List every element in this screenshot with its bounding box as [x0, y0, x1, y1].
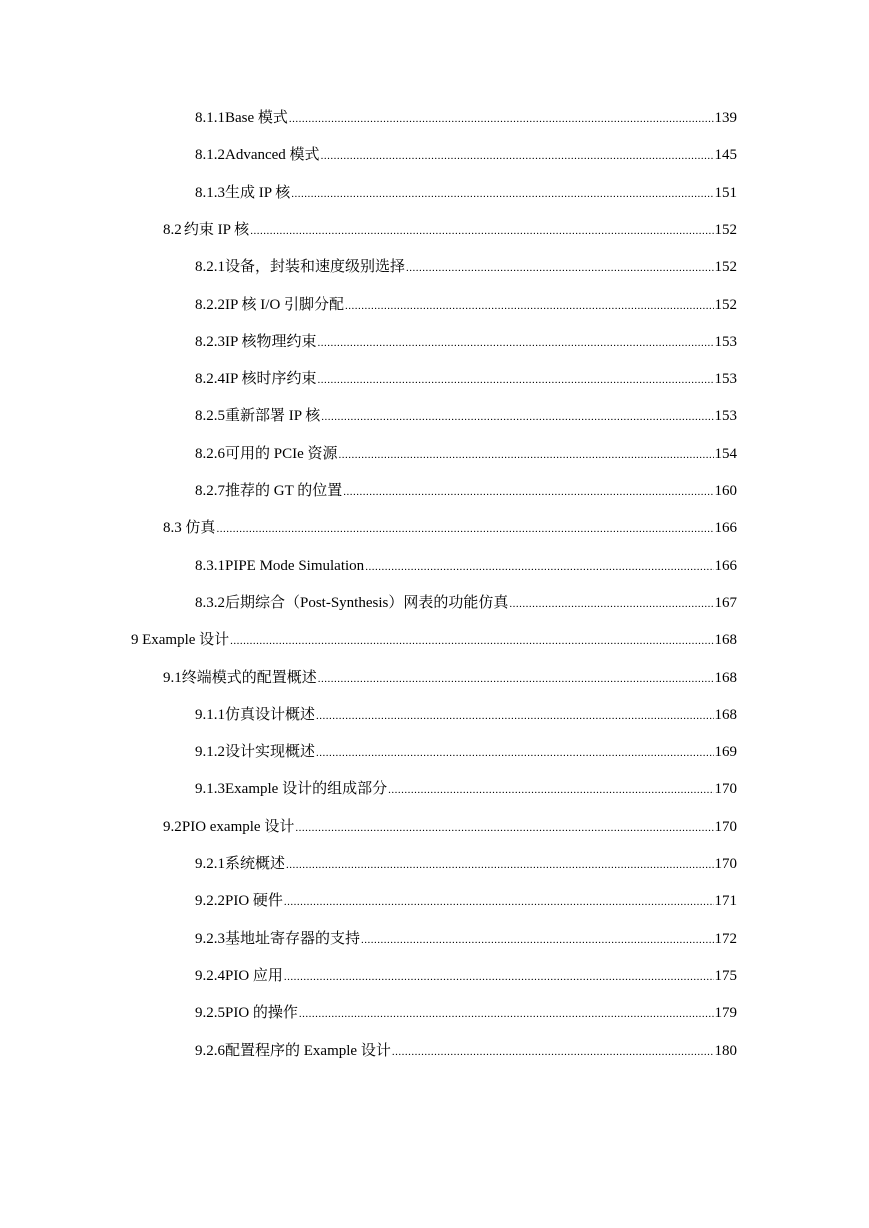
toc-entry[interactable] — [195, 1040, 737, 1062]
toc-entry-title: Example 设计的组成部分 — [225, 781, 388, 798]
toc-entry-number: 9.2.3 — [195, 930, 225, 947]
toc-entry-page: 169 — [714, 744, 737, 761]
dot-leader — [406, 257, 713, 279]
toc-entry-number: 9.2.5 — [195, 1005, 225, 1022]
toc-entry-page: 171 — [714, 893, 737, 910]
toc-entry-number: 8.2.5 — [195, 408, 225, 425]
toc-entry[interactable] — [195, 853, 737, 875]
toc-entry[interactable] — [163, 517, 737, 539]
toc-entry-number: 9 — [131, 632, 139, 649]
dot-leader — [250, 220, 713, 242]
toc-entry-number: 9.1.3 — [195, 781, 225, 798]
toc-entry-title: 仿真设计概述 — [225, 706, 316, 723]
toc-entry-page: 153 — [714, 371, 737, 388]
toc-entry-title: PIPE Mode Simulation — [225, 557, 365, 574]
toc-entry-number: 9.2.1 — [195, 856, 225, 872]
dot-leader — [284, 966, 714, 988]
toc-entry[interactable] — [195, 741, 737, 763]
toc-entry[interactable] — [195, 443, 737, 465]
toc-entry-number: 9.2 — [163, 818, 182, 835]
toc-entry[interactable] — [195, 592, 737, 614]
dot-leader — [365, 556, 713, 578]
toc-entry-number: 9.1 — [163, 669, 182, 686]
toc-entry-page: 170 — [714, 856, 737, 872]
dot-leader — [361, 929, 713, 951]
toc-entry-number: 9.1.1 — [195, 706, 225, 723]
toc-entry-title: IP 核时序约束 — [225, 371, 317, 388]
dot-leader — [289, 108, 714, 130]
toc-entry-title: 系统概述 — [225, 856, 286, 872]
toc-entry-number: 8.3.2 — [195, 594, 225, 611]
toc-entry-page: 168 — [714, 669, 737, 686]
toc-entry-number: 8.2.3 — [195, 333, 225, 350]
toc-entry-title: 设计实现概述 — [225, 744, 316, 761]
dot-leader — [509, 593, 713, 615]
toc-entry-title: Example 设计 — [142, 632, 230, 649]
dot-leader — [392, 1041, 714, 1063]
dot-leader — [291, 183, 713, 205]
toc-entry-page: 154 — [714, 445, 737, 462]
toc-entry-title: 配置程序的 Example 设计 — [225, 1042, 391, 1059]
toc-entry-number: 8.1.1 — [195, 110, 225, 126]
toc-entry-number: 9.2.4 — [195, 967, 225, 984]
toc-entry-title: 约束 IP 核 — [183, 221, 250, 238]
toc-entry-number: 8.1.3 — [195, 184, 225, 201]
toc-entry[interactable] — [195, 144, 737, 166]
toc-entry[interactable] — [195, 182, 737, 204]
toc-entry-title: Base 模式 — [225, 110, 288, 126]
toc-entry-title: 后期综合（Post-Synthesis）网表的功能仿真 — [225, 594, 509, 611]
toc-entry-number: 8.2.7 — [195, 483, 225, 499]
toc-entry-title: 可用的 PCIe 资源 — [225, 445, 338, 462]
toc-entry-page: 180 — [714, 1042, 737, 1059]
dot-leader — [343, 481, 713, 503]
toc-entry[interactable] — [195, 890, 737, 912]
toc-entry-title: 推荐的 GT 的位置 — [225, 483, 343, 499]
toc-entry-title: 设备，封装和速度级别选择 — [225, 259, 406, 276]
dot-leader — [388, 779, 713, 801]
dot-leader — [216, 518, 713, 540]
toc-entry-number: 8.1.2 — [195, 147, 225, 164]
toc-entry[interactable] — [195, 331, 737, 353]
toc-entry-page: 168 — [714, 632, 737, 649]
toc-entry-page: 167 — [714, 594, 737, 611]
toc-entry-title: Advanced 模式 — [225, 147, 320, 164]
dot-leader — [318, 668, 714, 690]
dot-leader — [316, 705, 713, 727]
toc-entry-page: 170 — [714, 781, 737, 798]
dot-leader — [345, 295, 713, 317]
toc-entry-page: 152 — [714, 221, 737, 238]
dot-leader — [284, 891, 714, 913]
toc-entry[interactable] — [195, 294, 737, 316]
toc-entry-number: 8.2.6 — [195, 445, 225, 462]
dot-leader — [321, 406, 713, 428]
toc-entry-title: PIO 硬件 — [225, 893, 283, 910]
toc-entry-page: 172 — [714, 930, 737, 947]
toc-entry-page: 168 — [714, 706, 737, 723]
toc-entry-page: 153 — [714, 333, 737, 350]
toc-entry[interactable] — [163, 667, 737, 689]
toc-entry-title: PIO example 设计 — [181, 818, 295, 835]
toc-entry-title: PIO 的操作 — [225, 1005, 298, 1022]
toc-entry[interactable] — [195, 480, 737, 502]
toc-entry-number: 8.2.1 — [195, 259, 225, 276]
toc-entry[interactable] — [195, 1002, 737, 1024]
dot-leader — [295, 817, 713, 839]
toc-entry-title: 重新部署 IP 核 — [225, 408, 321, 425]
toc-entry-number: 8.2 — [163, 221, 182, 238]
toc-entry-page: 160 — [714, 483, 737, 499]
toc-entry-page: 175 — [714, 967, 737, 984]
toc-entry-title: 仿真 — [185, 520, 216, 537]
dot-leader — [286, 854, 713, 876]
toc-entry-number: 8.2.2 — [195, 296, 225, 313]
toc-entry-title: IP 核 I/O 引脚分配 — [225, 296, 345, 313]
toc-entry-title: PIO 应用 — [225, 967, 283, 984]
toc-entry[interactable] — [195, 107, 737, 129]
toc-entry[interactable] — [195, 256, 737, 278]
toc-entry-number: 9.2.6 — [195, 1042, 225, 1059]
toc-entry[interactable] — [195, 965, 737, 987]
toc-entry-number: 8.3 — [163, 520, 182, 537]
dot-leader — [299, 1003, 714, 1025]
toc-entry-page: 151 — [714, 184, 737, 201]
dot-leader — [339, 444, 714, 466]
toc-entry[interactable] — [195, 555, 737, 577]
toc-entry-page: 166 — [714, 520, 737, 537]
toc-entry[interactable] — [195, 368, 737, 390]
dot-leader — [321, 145, 714, 167]
toc-entry-page: 145 — [714, 147, 737, 164]
toc-entry[interactable] — [195, 778, 737, 800]
toc-entry-page: 153 — [714, 408, 737, 425]
toc-entry-page: 179 — [714, 1005, 737, 1022]
toc-entry-number: 9.2.2 — [195, 893, 225, 910]
toc-entry-number: 9.1.2 — [195, 744, 225, 761]
toc-entry[interactable] — [163, 816, 737, 838]
toc-entry[interactable] — [195, 704, 737, 726]
toc-entry-page: 152 — [714, 296, 737, 313]
toc-entry-title: 基地址寄存器的支持 — [225, 930, 361, 947]
toc-entry-title: 生成 IP 核 — [225, 184, 291, 201]
dot-leader — [230, 630, 713, 652]
toc-entry[interactable] — [195, 928, 737, 950]
toc-entry[interactable] — [131, 629, 737, 651]
toc-entry[interactable] — [163, 219, 737, 241]
toc-entry[interactable] — [195, 405, 737, 427]
dot-leader — [316, 742, 713, 764]
toc-entry-title: 终端模式的配置概述 — [181, 669, 317, 686]
toc-entry-page: 139 — [714, 110, 737, 126]
toc-entry-number: 8.2.4 — [195, 371, 225, 388]
dot-leader — [318, 332, 714, 354]
toc-entry-title: IP 核物理约束 — [225, 333, 317, 350]
toc-entry-number: 8.3.1 — [195, 557, 225, 574]
toc-entry-page: 152 — [714, 259, 737, 276]
dot-leader — [318, 369, 714, 391]
toc-entry-page: 166 — [714, 557, 737, 574]
toc-entry-page: 170 — [714, 818, 737, 835]
